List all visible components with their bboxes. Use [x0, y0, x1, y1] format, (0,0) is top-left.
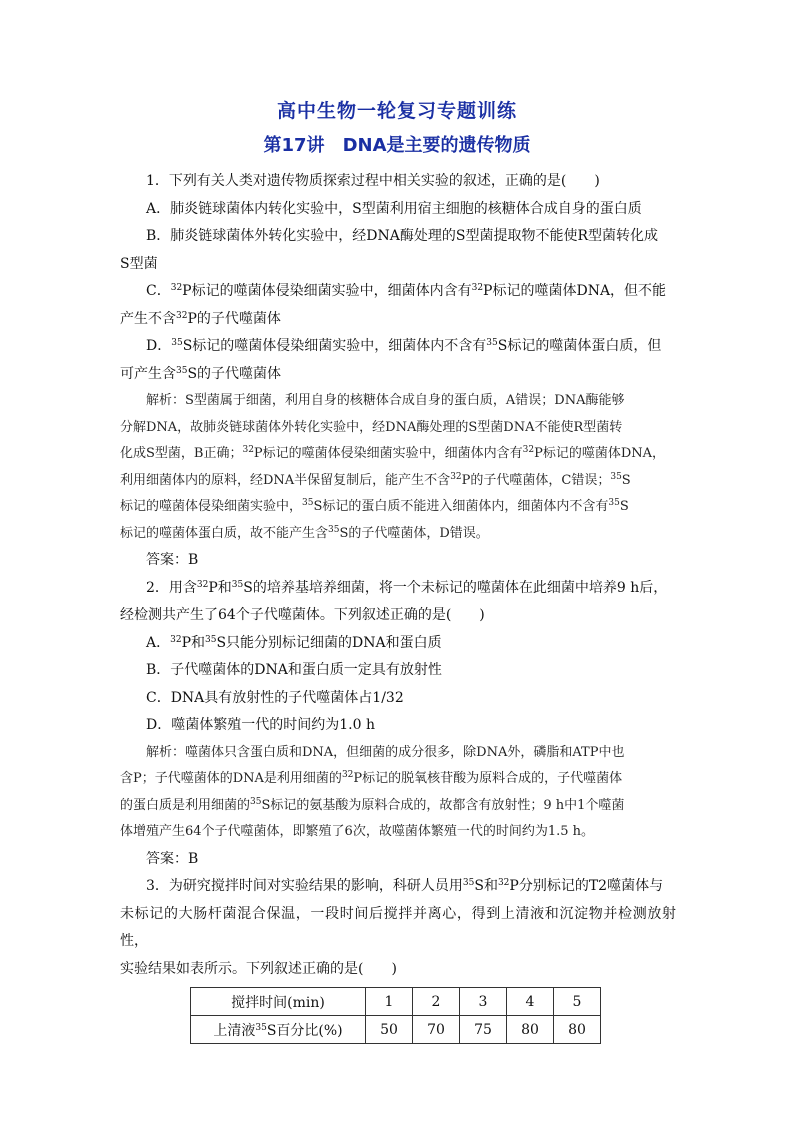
table-cell: 5 — [554, 988, 601, 1016]
q2-stem-cont: 经检测共产生了64个子代噬菌体。下列叙述正确的是( ) — [120, 607, 485, 623]
table-cell: 3 — [460, 988, 507, 1016]
table-cell: 80 — [554, 1016, 601, 1044]
q2-option-a: A．$^{32}$P和$^{35}$S只能分别标记细菌的DNA和蛋白质 — [146, 634, 442, 651]
table-cell: 1 — [366, 988, 413, 1016]
table-row — [191, 1016, 601, 1044]
table-row — [191, 988, 601, 1016]
q2-option-b: B．子代噬菌体的DNA和蛋白质一定具有放射性 — [146, 662, 442, 678]
document-title: 高中生物一轮复习专题训练 — [276, 100, 517, 122]
q3-stem: 3．为研究搅拌时间对实验结果的影响，科研人员用$^{35}$S和$^{32}$P分别标记的T2噬菌体与 — [146, 878, 664, 894]
question-3 — [120, 873, 676, 983]
lecture-title — [0, 131, 794, 157]
q1-option-b-cont: S型菌 — [120, 255, 158, 272]
table-cell: 2 — [413, 988, 460, 1016]
q1-solution: 解析：S型菌属于细菌，利用自身的核糖体合成自身的蛋白质，A错误；DNA酶能够 分解DNA，故肺炎链球菌体外转化实验中，经DNA酶处理的S型菌DNA不能使R型菌转 化成S型菌，B正确；$^{32}$P标记的噬菌体侵染细菌实验中，细菌体内含有$^{32}$P标记的噬菌体DNA， 利用细菌体内的原料，经DNA半保留复制后，能产生不含$^{32}$P的子代噬菌体，C错误；$^{35}$S 标记的噬菌体侵染细菌实验中，$^{35}$S标记的蛋白质不能进入细菌体内，细菌体内不含有$^{35}$S 标记的噬菌体蛋白质，故不能产生含$^{35}$S的子代噬菌体，D错误。 — [120, 393, 666, 541]
question-1 — [120, 168, 676, 388]
table-cell: 70 — [413, 1016, 460, 1044]
q2-stem: 2．用含$^{32}$P和$^{35}$S的培养基培养细菌，将一个未标记的噬菌体在此细菌中培养9 h后， — [146, 579, 668, 596]
table-cell: 75 — [460, 1016, 507, 1044]
table-cell: 4 — [507, 988, 554, 1016]
q2-option-d: D．噬菌体繁殖一代的时间约为1.0 h — [146, 717, 375, 733]
q1-option-b: B．肺炎链球菌体外转化实验中，经DNA酶处理的S型菌提取物不能使R型菌转化成 — [146, 228, 659, 244]
q2-solution: 解析：噬菌体只含蛋白质和DNA，但细菌的成分很多，除DNA外，磷脂和ATP中也 含P；子代噬菌体的DNA是利用细菌的$^{32}$P标记的脱氧核苷酸为原料合成的，子代噬菌体 的蛋白质是利用细菌的$^{35}$S标记的氨基酸为原料合成的，故都含有放射性；9 h中1个噬菌 体增殖产生64个子代噬菌体，即繁殖了6次，故噬菌体繁殖一代的时间约为1.5 h。 — [120, 744, 625, 839]
q3-stem-cont: 未标记的大肠杆菌混合保温，一段时间后搅拌并离心，得到上清液和沉淀物并检测放射性， — [120, 905, 676, 949]
q1-option-c: C．$^{32}$P标记的噬菌体侵染细菌实验中，细菌体内含有$^{32}$P标记的噬菌体DNA，但不能 — [146, 283, 667, 299]
table-header-cell: 上清液$^{35}$S百分比(%) — [191, 1016, 366, 1044]
table-cell: 80 — [507, 1016, 554, 1044]
lecture-topic: DNA是主要的遗传物质 — [342, 135, 531, 156]
q1-option-d-cont: 可产生含$^{35}$S的子代噬菌体 — [120, 365, 282, 382]
q1-stem: 1．下列有关人类对遗传物质探索过程中相关实验的叙述，正确的是( ) — [146, 173, 600, 189]
table-cell: 50 — [366, 1016, 413, 1044]
q1-option-d: D．$^{35}$S标记的噬菌体侵染细菌实验中，细菌体内不含有$^{35}$S标记的噬菌体蛋白质，但 — [146, 338, 662, 354]
q3-stem-cont2: 实验结果如表所示。下列叙述正确的是( ) — [120, 960, 397, 977]
q1-answer: 答案：B — [146, 552, 199, 568]
q3-data-table — [190, 987, 601, 1044]
q2-option-c: C．DNA具有放射性的子代噬菌体占1/32 — [146, 689, 404, 706]
question-2 — [120, 575, 676, 740]
q1-option-c-cont: 产生不含$^{32}$P的子代噬菌体 — [120, 310, 281, 327]
lecture-number: 第17讲 — [263, 135, 325, 156]
content — [120, 168, 676, 1044]
table-header-cell: 搅拌时间(min) — [191, 988, 366, 1016]
q1-option-a: A．肺炎链球菌体内转化实验中，S型菌利用宿主细胞的核糖体合成自身的蛋白质 — [146, 200, 642, 217]
q2-answer: 答案：B — [146, 850, 199, 867]
